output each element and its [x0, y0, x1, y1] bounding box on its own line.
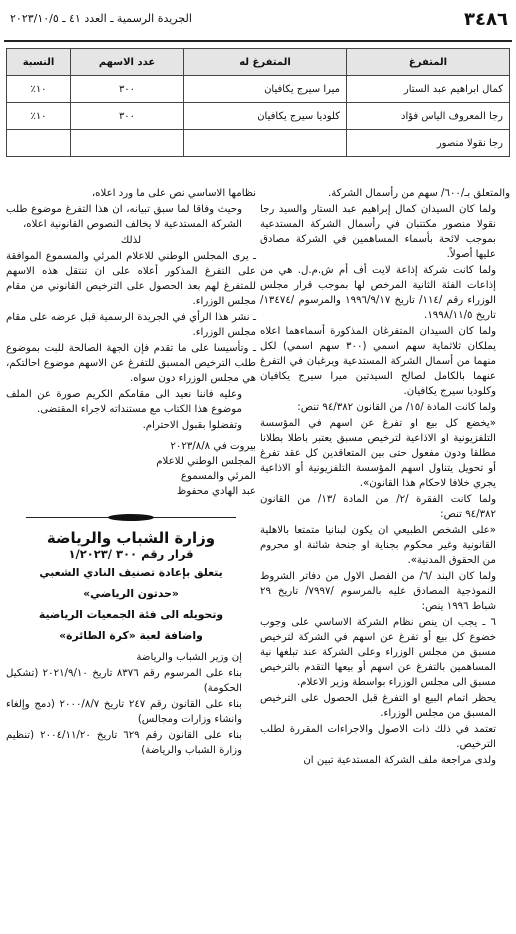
cell-percent: ١٠٪ [7, 76, 71, 103]
cell-transferor: رجا نقولا منصور [347, 130, 510, 157]
cell-transferee [184, 130, 347, 157]
paragraph: ولما كانت الفقرة /٢/ من المادة /١٣/ من القانون ٩٤/٣٨٢ تنص: [260, 494, 496, 520]
paragraph: وتفضلوا بقبول الاحترام. [142, 420, 242, 431]
decision-number: قرار رقم ٣٠٠ /١/٢٠٢٣ [68, 547, 194, 561]
signature-line: المرئي والمسموع [180, 471, 256, 482]
cell-shares: ٣٠٠ [71, 103, 184, 130]
paragraph: بناء على القانون رقم ٦٢٩ تاريخ ٢٠٠٤/١١/٢٠ (تنظيم وزارة الشباب والرياضة) [6, 730, 242, 756]
page-number: ٣٤٨٦ [464, 9, 508, 30]
paragraph: ولما كانت شركة إذاعة لايت أف أم ش.م.ل. هي من إذاعات الفئة الثانية المرخص لها بموجب قرار مجلس الوزراء رقم /١١٤/ تاريخ ١٩٩٦/٩/١٧ والمرسوم /١٣٤٧٤/ تاريخ ١٩٩٨/١١/٥. [260, 265, 496, 321]
paragraph: نظامها الاساسي نص على ما ورد اعلاه، [91, 188, 256, 199]
section-divider [26, 513, 236, 523]
decision-subject: واضافة لعبة «كرة الطائرة» [59, 629, 203, 642]
col-header-transferor: المتفرغ [347, 49, 510, 76]
table-header-row [7, 49, 510, 76]
paragraph: يحظر اتمام البيع او التفرغ قبل الحصول على الترخيص المسبق من مجلس الوزراء. [260, 693, 496, 719]
ministry-heading: وزارة الشباب والرياضة [46, 529, 216, 547]
signature-date: بيروت في ٢٠٢٣/٨/٨ [170, 441, 256, 452]
col-header-transferee: المتفرغ له [184, 49, 347, 76]
table-row [7, 103, 510, 130]
decision-subject: يتعلق بإعادة تصنيف النادي الشعبي [39, 566, 223, 579]
gazette-title: الجريدة الرسمية ـ العدد ٤١ ـ ٢٠٢٣/١٠/٥ [10, 12, 192, 25]
cell-shares: ٣٠٠ [71, 76, 184, 103]
col-header-percent: النسبة [7, 49, 71, 76]
paragraph: ـ نشر هذا الرأي في الجريدة الرسمية قبل عرضه على مقام مجلس الوزراء. [6, 312, 256, 338]
paragraph: بناء على المرسوم رقم ٨٣٧٦ تاريخ ٢٠٢١/٩/١٠ (تشكيل الحكومة) [6, 668, 242, 694]
cell-shares [71, 130, 184, 157]
left-column [6, 186, 256, 759]
paragraph: ـ وتأسيسا على ما تقدم فإن الجهة الصالحة للبت بموضوع طلب الترخيص المسبق للتفرغ عن الاسهم موضوع احالتكم، هي مجلس الوزراء دون سواه. [6, 343, 256, 384]
paragraph: ولدى مراجعة ملف الشركة المستدعية تبين ان [303, 755, 496, 766]
decision-subject: وتحويله الى فئة الجمعيات الرياضية [38, 608, 224, 621]
paragraph: إن وزير الشباب والرياضة [136, 652, 242, 663]
col-header-shares: عدد الاسهم [71, 49, 184, 76]
signature-line: المجلس الوطني للاعلام [156, 456, 256, 467]
signature-name: عبد الهادي محفوظ [176, 486, 256, 497]
paragraph: تعتمد في ذلك ذات الاصول والاجراءات المقررة لطلب الترخيص. [260, 724, 496, 750]
quote-paragraph: «يخضع كل بيع او تفرغ عن اسهم في المؤسسة التلفزيونية او الاذاعية لترخيص مسبق يعتبر باطلا بطلانا مطلقا ودون مفعول حتى بين المتعاقدين كل عقد تفرغ أو تحويل يتناول اسهم المؤسسة التلفزيونية أو الاذاعية يجري خلافا لاحكام هذا القانون». [260, 418, 496, 489]
cell-percent [7, 130, 71, 157]
right-column [260, 186, 510, 769]
signature-block [6, 439, 256, 499]
therefore-heading: لذلك [120, 235, 142, 246]
transfer-table [6, 48, 510, 157]
cell-transferor: رجا المعروف الياس فؤاد [347, 103, 510, 130]
quote-paragraph: «على الشخص الطبيعي ان يكون لبنانيا متمتعا بالاهلية القانونية وغير محكوم بجناية او جنحة شائنة او محروم من الحقوق المدنية». [260, 525, 496, 566]
paragraph: وحيث وفاقا لما سبق تبيانه، ان هذا التفرغ موضوع طلب الشركة المستدعية لا يخالف النصوص القانونية اعلاه، [6, 204, 242, 230]
cell-transferee: ميرا سيرج يكافيان [184, 76, 347, 103]
paragraph: والمتعلق بـ/٦٠٠/ سهم من رأسمال الشركة. [327, 188, 510, 199]
paragraph: ولما كان السيدان كمال إبراهيم عبد الستار والسيد رجا نقولا منصور مكتتبان في رأسمال الشركة المستدعية بموجب لائحة بأسماء المساهمين في الشركة مصادق عليها أصولاً. [260, 204, 496, 260]
paragraph: ولما كانت المادة /١٥/ من القانون ٩٤/٣٨٢ تنص: [297, 402, 496, 413]
paragraph: ولما كان البند /٦/ من الفصل الاول من دفاتر الشروط النموذجية المصادق عليه بالمرسوم /٧٩٩٧/ تاريخ ٢٩ شباط ١٩٩٦ ينص: [260, 571, 496, 612]
table-row [7, 130, 510, 157]
table-row [7, 76, 510, 103]
decision-subject: «حدتون الرياضي» [83, 587, 179, 600]
cell-transferee: كلوديا سيرج يكافيان [184, 103, 347, 130]
paragraph: ٦ ـ يجب ان ينص نظام الشركة الاساسي على وجوب خضوع كل بيع أو تفرغ عن اسهم في الشركة لترخيص مسبق من مجلس الوزراء وعلى الشركة عند تبلغها نية المساهمين بالتفرغ عن اسهم أو بيعها التقدم بالترخيص مسبق الى مجلس الوزراء بواسطة وزير الاعلام. [260, 617, 496, 688]
header-rule [4, 40, 512, 42]
paragraph: وعليه فاننا نعيد الى مقامكم الكريم صورة عن الملف موضوع هذا الكتاب مع مستنداته لاجراء المقتضى. [6, 389, 242, 415]
paragraph: ولما كان السيدان المتفرغان المذكورة أسماءهما اعلاه يملكان ثلاثماية سهم اسمي (٣٠٠ سهم اسمي) لكل منهما من أسمال الشركة المستدعية ويرغبان في التفرغ عنهما بالكامل لصالح السيدتين ميرا سيرج يكافيان وكلوديا سيرج يكافيان. [260, 326, 496, 397]
paragraph: ـ يرى المجلس الوطني للاعلام المرئي والمسموع الموافقة على التفرغ المذكور أعلاه على ان تنتقل هذه الاسهم للمتفرغ لهم بعد الحصول على الترخيص القانوني من مقام مجلس الوزراء. [6, 251, 256, 307]
cell-transferor: كمال ابراهيم عبد الستار [347, 76, 510, 103]
paragraph: بناء على القانون رقم ٢٤٧ تاريخ ٢٠٠٠/٨/٧ (دمج وإلغاء وانشاء وزارات ومجالس) [6, 699, 243, 725]
cell-percent: ١٠٪ [7, 103, 71, 130]
page-header [6, 6, 510, 32]
